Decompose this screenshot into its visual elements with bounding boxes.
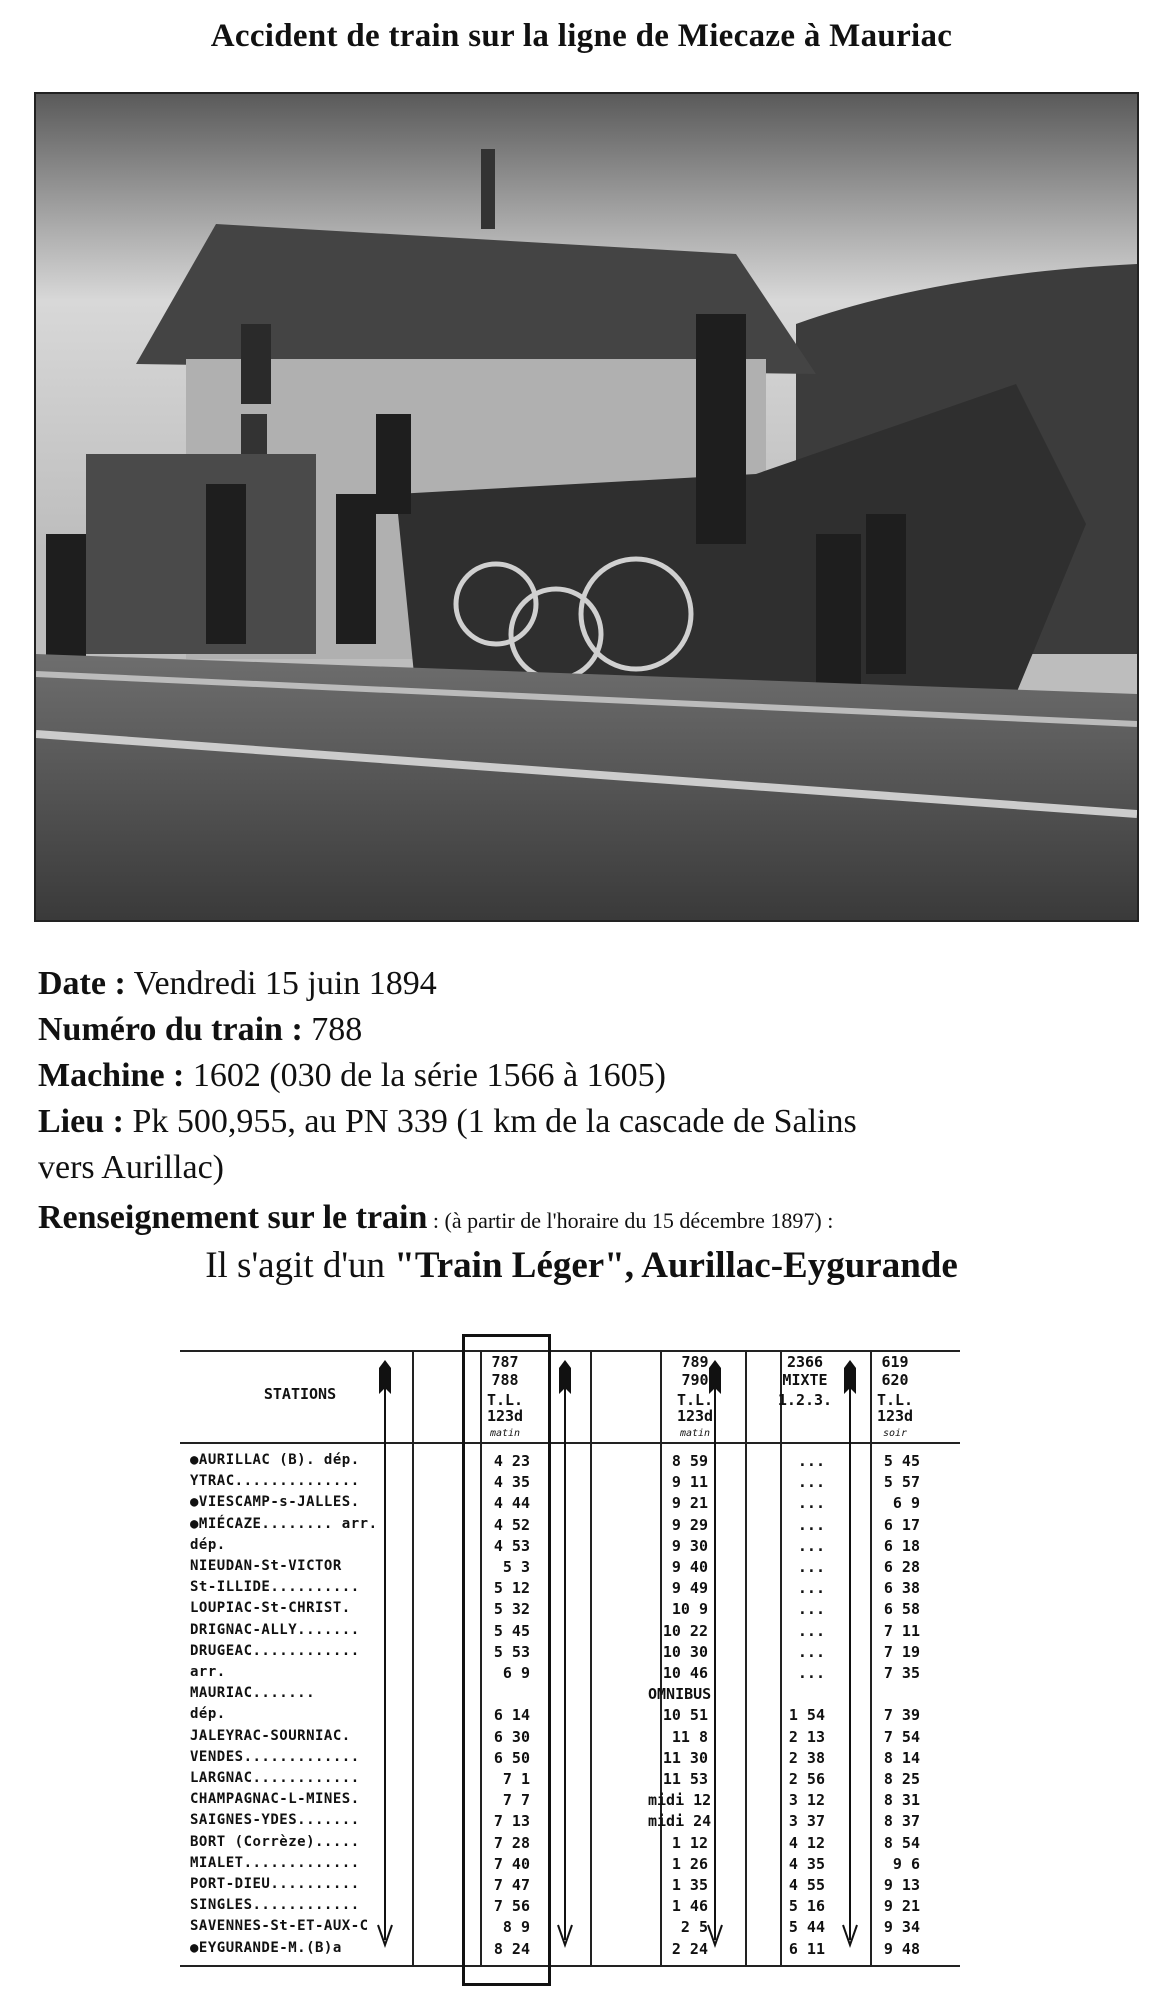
time-cell: 4 35: [788, 1854, 825, 1873]
time-cell: ...: [797, 1600, 825, 1619]
station-name: SAIGNES-YDES.......: [190, 1812, 360, 1829]
table-bottom-rule: [180, 1965, 960, 1967]
station-name: dép.: [190, 1706, 226, 1723]
time-cell: ...: [797, 1621, 825, 1640]
station-name: dép.: [190, 1536, 226, 1553]
detail-value: 788: [302, 1011, 363, 1048]
detail-label: Machine :: [38, 1057, 185, 1094]
time-cell: 5 16: [788, 1897, 825, 1916]
time-cell: 9 40: [671, 1558, 708, 1576]
station-name: SAVENNES-St-ET-AUX-C: [190, 1918, 369, 1935]
time-cell: 4 23: [493, 1452, 530, 1470]
time-cell: 8 25: [883, 1770, 920, 1788]
time-cell: 1 46: [671, 1897, 708, 1916]
time-cell: 6 50: [493, 1748, 530, 1767]
down-arrow-icon: [555, 1360, 575, 1960]
time-cell: 4 55: [788, 1876, 825, 1894]
renseignement-label: Renseignement sur le train: [38, 1199, 428, 1236]
time-cell: 5 12: [493, 1579, 530, 1598]
time-cell: ...: [797, 1664, 825, 1682]
time-cell: 7 39: [883, 1706, 920, 1725]
station-name: CHAMPAGNAC-L-MINES.: [190, 1791, 360, 1808]
station-name: MAURIAC.......: [190, 1685, 316, 1702]
train-description: [0, 1242, 1163, 1290]
time-cell: 9 6: [892, 1854, 920, 1873]
time-cell: 9 13: [883, 1876, 920, 1894]
time-cell: 5 32: [493, 1600, 530, 1619]
time-cell: 7 47: [493, 1876, 530, 1894]
time-cell: midi 24: [648, 1812, 712, 1831]
train-number: 788: [491, 1371, 519, 1389]
time-cell: ...: [797, 1515, 825, 1534]
time-cell: 11 53: [662, 1770, 708, 1788]
time-cell: 7 40: [493, 1854, 530, 1873]
time-cell: ...: [797, 1494, 825, 1513]
time-cell: 6 9: [502, 1664, 530, 1682]
time-cell: 9 11: [671, 1473, 708, 1492]
train-period: matin: [489, 1428, 521, 1439]
time-cell: 5 44: [788, 1918, 825, 1937]
time-cell: 4 53: [493, 1536, 530, 1555]
train-number: 790: [681, 1371, 709, 1389]
time-cell: 4 44: [493, 1494, 530, 1513]
train-number: 2366: [786, 1353, 824, 1371]
train-kind: T.L.: [876, 1391, 914, 1409]
detail-value: vers Aurillac): [38, 1149, 224, 1186]
time-cell: ...: [797, 1452, 825, 1470]
time-cell: 10 22: [662, 1621, 708, 1640]
derailed-train-photo-icon: [36, 94, 1137, 920]
station-name: DRIGNAC-ALLY.......: [190, 1621, 360, 1638]
time-cell: 2 24: [671, 1939, 708, 1958]
time-cell: 4 12: [788, 1833, 825, 1852]
time-cell: 9 21: [883, 1897, 920, 1916]
train-number: 787: [491, 1353, 519, 1371]
column-divider: [590, 1350, 592, 1965]
detail-label: Numéro du train :: [38, 1011, 303, 1048]
down-arrow-icon: [840, 1360, 860, 1960]
detail-value: Vendredi 15 juin 1894: [125, 965, 437, 1002]
time-cell: 7 7: [502, 1791, 530, 1810]
column-divider: [745, 1350, 747, 1965]
time-cell: 6 28: [883, 1558, 920, 1576]
time-cell: ...: [797, 1536, 825, 1555]
renseignement-note: : (à partir de l'horaire du 15 décembre 1897) :: [427, 1208, 834, 1233]
stations-header: STATIONS: [263, 1385, 337, 1403]
accident-photo: [34, 92, 1139, 922]
station-name: NIEUDAN-St-VICTOR: [190, 1558, 342, 1574]
detail-train-number: [38, 1008, 1138, 1052]
time-cell: 8 54: [883, 1833, 920, 1852]
detail-location-cont: [38, 1146, 1138, 1190]
time-cell: 5 45: [883, 1452, 920, 1470]
time-cell: 4 52: [493, 1515, 530, 1534]
station-name: ●EYGURANDE-M.(B)a: [190, 1939, 342, 1956]
time-cell: 2 5: [680, 1918, 708, 1937]
train-class: 123d: [486, 1407, 524, 1425]
station-name: LARGNAC............: [190, 1770, 360, 1786]
train-788-highlight-box: [462, 1334, 551, 1986]
station-name: ●MIÉCAZE........ arr.: [190, 1515, 378, 1532]
detail-value: 1602 (030 de la série 1566 à 1605): [184, 1057, 666, 1094]
time-cell: 7 28: [493, 1833, 530, 1852]
time-cell: 6 14: [493, 1706, 530, 1725]
station-name: ●VIESCAMP-s-JALLES.: [190, 1494, 360, 1511]
time-cell: 8 37: [883, 1812, 920, 1831]
time-cell: ...: [797, 1558, 825, 1576]
train-class: 123d: [676, 1407, 714, 1425]
time-cell: 5 3: [502, 1558, 530, 1576]
time-cell: midi 12: [648, 1791, 712, 1810]
page-title: Accident de train sur la ligne de Miecaze à Mauriac: [210, 18, 953, 54]
time-cell: 1 26: [671, 1854, 708, 1873]
time-cell: ...: [797, 1579, 825, 1598]
station-name: MIALET.............: [190, 1854, 360, 1871]
subtitle-bold: "Train Léger", Aurillac-Eygurande: [394, 1245, 958, 1286]
time-cell: 8 31: [883, 1791, 920, 1810]
time-cell: 7 54: [883, 1727, 920, 1746]
table-top-rule: [180, 1350, 960, 1352]
time-cell: 1 54: [788, 1706, 825, 1725]
train-kind: 1.2.3.: [777, 1391, 833, 1409]
time-cell: 2 38: [788, 1748, 825, 1767]
detail-value: Pk 500,955, au PN 339 (1 km de la cascade de Salins: [123, 1103, 857, 1140]
time-cell: 11 8: [671, 1727, 708, 1746]
station-name: LOUPIAC-St-CHRIST.: [190, 1600, 351, 1617]
time-cell: 6 18: [883, 1536, 920, 1555]
timetable: [170, 1350, 970, 1970]
time-cell: 9 49: [671, 1579, 708, 1598]
train-period: soir: [882, 1428, 908, 1439]
time-cell: 9 29: [671, 1515, 708, 1534]
time-cell: 10 46: [662, 1664, 708, 1682]
down-arrow-icon: [705, 1360, 725, 1960]
time-cell: 5 45: [493, 1621, 530, 1640]
time-cell: 9 21: [671, 1494, 708, 1513]
time-cell: 7 19: [883, 1642, 920, 1661]
station-name: DRUGEAC............: [190, 1642, 360, 1659]
time-cell: 8 14: [883, 1748, 920, 1767]
station-name: ●AURILLAC (B). dép.: [190, 1452, 360, 1468]
train-number: MIXTE: [782, 1371, 828, 1389]
train-number: 789: [681, 1353, 709, 1371]
time-cell: 3 37: [788, 1812, 825, 1831]
renseignement-line: [38, 1196, 1148, 1243]
detail-date: [38, 962, 1138, 1006]
column-divider: [412, 1350, 414, 1965]
time-cell: 10 9: [671, 1600, 708, 1619]
train-number: 620: [881, 1371, 909, 1389]
time-cell: 8 59: [671, 1452, 708, 1470]
time-cell: 7 11: [883, 1621, 920, 1640]
time-cell: 10 51: [662, 1706, 708, 1725]
time-cell: 1 12: [671, 1833, 708, 1852]
station-name: SINGLES............: [190, 1897, 360, 1914]
time-cell: 7 56: [493, 1897, 530, 1916]
detail-machine: [38, 1054, 1138, 1098]
time-cell: ...: [797, 1473, 825, 1492]
down-arrow-icon: [375, 1360, 395, 1960]
time-cell: 9 34: [883, 1918, 920, 1937]
time-cell: OMNIBUS: [648, 1685, 712, 1704]
detail-location: [38, 1100, 1138, 1144]
time-cell: 6 9: [892, 1494, 920, 1513]
time-cell: 8 24: [493, 1939, 530, 1958]
time-cell: 10 30: [662, 1642, 708, 1661]
time-cell: 1 35: [671, 1876, 708, 1894]
train-period: matin: [679, 1428, 711, 1439]
station-name: St-ILLIDE..........: [190, 1579, 360, 1596]
time-cell: 2 56: [788, 1770, 825, 1788]
time-cell: 6 11: [788, 1939, 825, 1958]
station-name: YTRAC..............: [190, 1473, 360, 1490]
time-cell: 7 1: [502, 1770, 530, 1788]
detail-label: Lieu :: [38, 1103, 124, 1140]
time-cell: 6 38: [883, 1579, 920, 1598]
time-cell: 6 58: [883, 1600, 920, 1619]
time-cell: 7 13: [493, 1812, 530, 1831]
subtitle-prefix: Il s'agit d'un: [205, 1245, 395, 1286]
station-name: PORT-DIEU..........: [190, 1876, 360, 1892]
time-cell: 4 35: [493, 1473, 530, 1492]
station-name: VENDES.............: [190, 1748, 360, 1765]
time-cell: 2 13: [788, 1727, 825, 1746]
time-cell: 8 9: [502, 1918, 530, 1937]
time-cell: 9 48: [883, 1939, 920, 1958]
time-cell: 6 30: [493, 1727, 530, 1746]
station-name: BORT (Corrèze).....: [190, 1833, 360, 1850]
time-cell: 11 30: [662, 1748, 708, 1767]
time-cell: 5 57: [883, 1473, 920, 1492]
train-class: 123d: [876, 1407, 914, 1425]
detail-label: Date :: [38, 965, 126, 1002]
station-name: arr.: [190, 1664, 226, 1680]
time-cell: ...: [797, 1642, 825, 1661]
station-name: JALEYRAC-SOURNIAC.: [190, 1727, 351, 1744]
train-number: 619: [881, 1353, 909, 1371]
train-kind: T.L.: [676, 1391, 714, 1409]
train-kind: T.L.: [486, 1391, 524, 1409]
time-cell: 7 35: [883, 1664, 920, 1682]
time-cell: 6 17: [883, 1515, 920, 1534]
time-cell: 5 53: [493, 1642, 530, 1661]
time-cell: 3 12: [788, 1791, 825, 1810]
time-cell: 9 30: [671, 1536, 708, 1555]
